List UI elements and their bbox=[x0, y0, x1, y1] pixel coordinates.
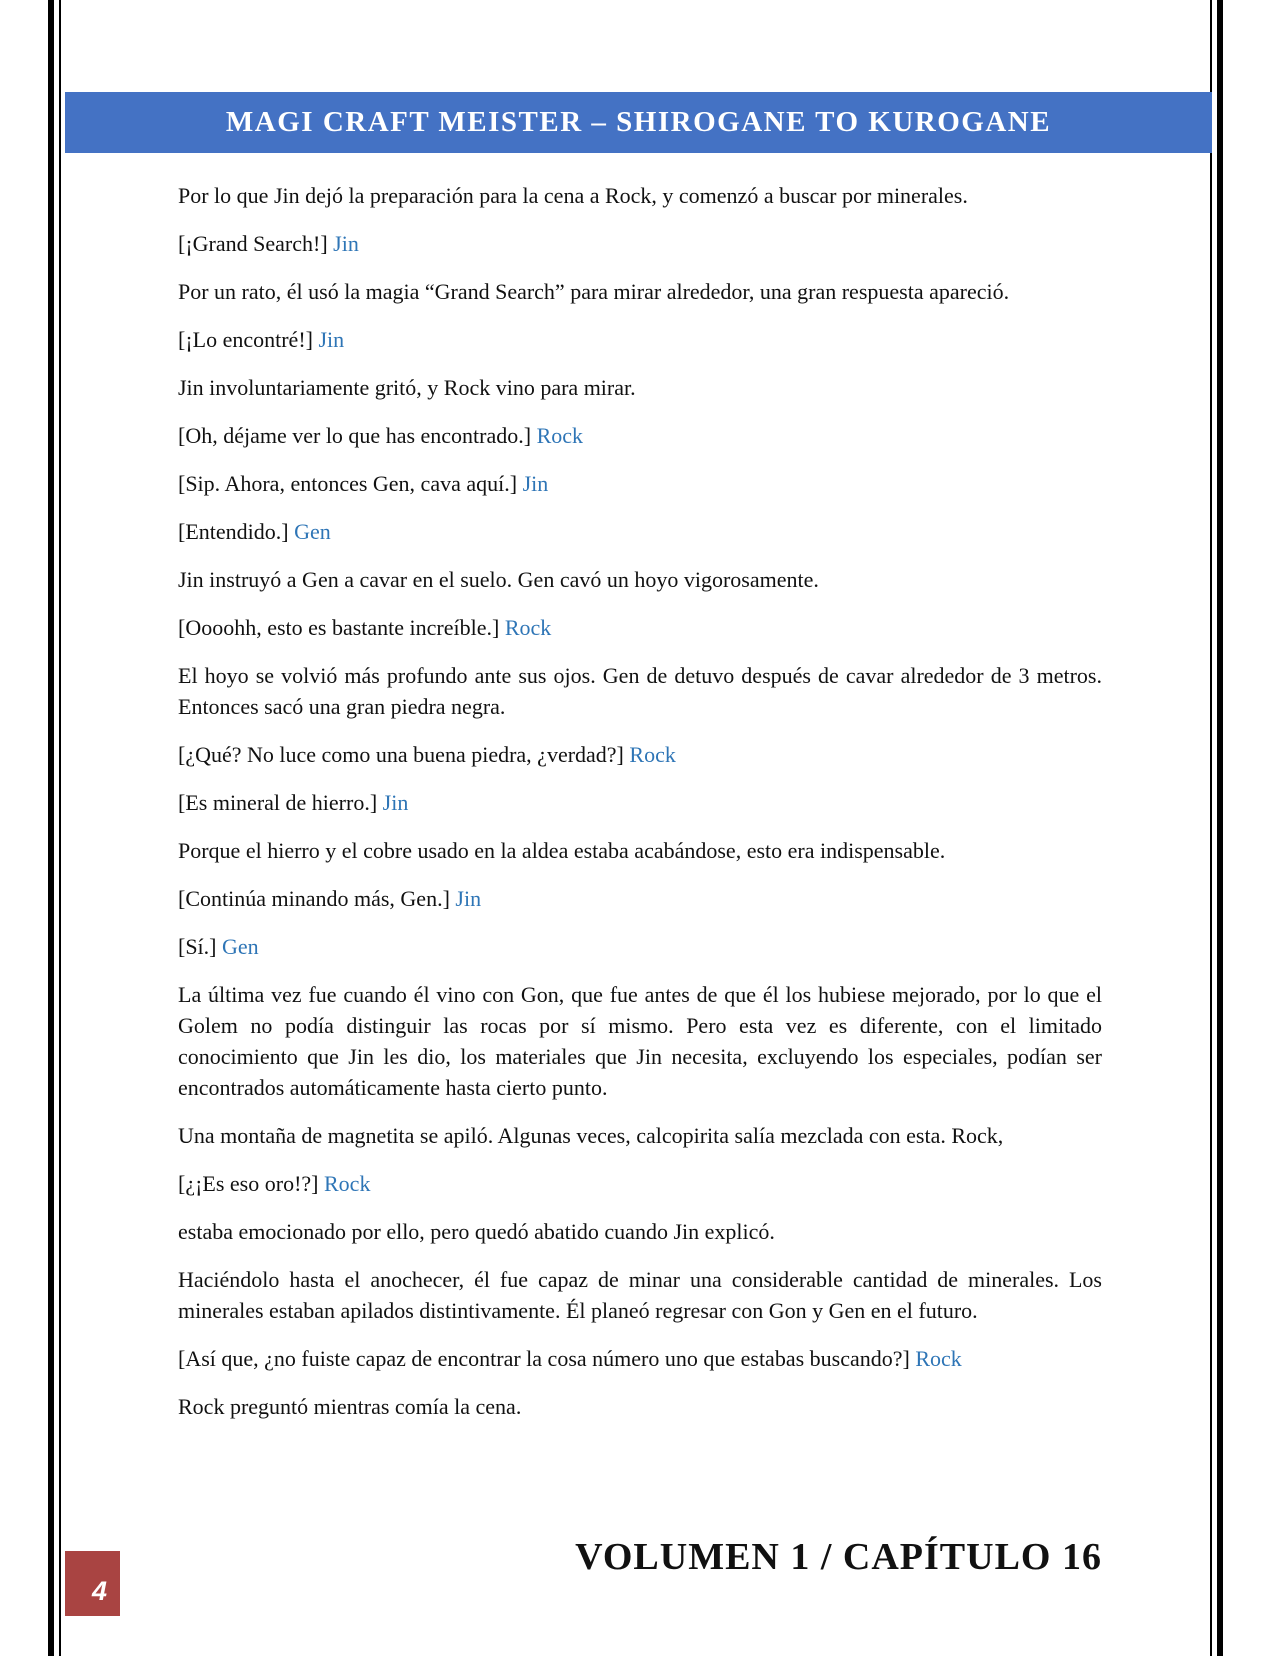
narration-paragraph bbox=[178, 1120, 1102, 1151]
dialogue-line bbox=[178, 931, 1102, 962]
speaker-name: Jin bbox=[455, 886, 482, 911]
paragraph-text: estaba emocionado por ello, pero quedó abatido cuando Jin explicó. bbox=[178, 1219, 775, 1244]
paragraph-text: Una montaña de magnetita se apiló. Algunas veces, calcopirita salía mezclada con esta. Rock, bbox=[178, 1123, 1004, 1148]
narration-paragraph bbox=[178, 660, 1102, 722]
paragraph-text: Jin involuntariamente gritó, y Rock vino para mirar. bbox=[178, 375, 636, 400]
dialogue-line bbox=[178, 1168, 1102, 1199]
paragraph-text: Haciéndolo hasta el anochecer, él fue capaz de minar una considerable cantidad de minerales. Los minerales estaban apilados distintivamente. Él planeó regresar con Gon y Gen en el futuro. bbox=[178, 1267, 1102, 1323]
paragraph-text: [¡Grand Search!] bbox=[178, 231, 334, 256]
speaker-name: Rock bbox=[324, 1171, 371, 1196]
page-number-underline bbox=[65, 1613, 120, 1616]
page-number: 4 bbox=[91, 1576, 108, 1606]
dialogue-line bbox=[178, 324, 1102, 355]
paragraph-text: [Continúa minando más, Gen.] bbox=[178, 886, 456, 911]
paragraph-text: Rock preguntó mientras comía la cena. bbox=[178, 1394, 522, 1419]
speaker-name: Jin bbox=[333, 231, 359, 256]
narration-paragraph bbox=[178, 835, 1102, 866]
speaker-name: Jin bbox=[522, 471, 549, 496]
page-border-left-inner bbox=[59, 0, 61, 1656]
narration-paragraph bbox=[178, 979, 1102, 1103]
narration-paragraph bbox=[178, 276, 1102, 307]
narration-paragraph bbox=[178, 1391, 1102, 1422]
narration-paragraph bbox=[178, 1216, 1102, 1247]
paragraph-text: [Sí.] bbox=[178, 934, 222, 959]
paragraph-text: Porque el hierro y el cobre usado en la aldea estaba acabándose, esto era indispensable. bbox=[178, 838, 946, 863]
paragraph-text: [Oh, déjame ver lo que has encontrado.] bbox=[178, 423, 537, 448]
dialogue-line bbox=[178, 612, 1102, 643]
narration-paragraph bbox=[178, 1264, 1102, 1326]
paragraph-text: [Entendido.] bbox=[178, 519, 295, 544]
document-body bbox=[178, 180, 1102, 1439]
paragraph-text: [Sip. Ahora, entonces Gen, cava aquí.] bbox=[178, 471, 523, 496]
dialogue-line bbox=[178, 1343, 1102, 1374]
paragraph-text: [Así que, ¿no fuiste capaz de encontrar la cosa número uno que estabas buscando?] bbox=[178, 1346, 916, 1371]
dialogue-line bbox=[178, 420, 1102, 451]
paragraph-text: [Oooohh, esto es bastante increíble.] bbox=[178, 615, 505, 640]
dialogue-line bbox=[178, 468, 1102, 499]
header-band bbox=[65, 92, 1212, 153]
speaker-name: Rock bbox=[629, 742, 676, 767]
page-border-right-inner bbox=[1210, 0, 1212, 1656]
dialogue-line bbox=[178, 883, 1102, 914]
speaker-name: Rock bbox=[915, 1346, 962, 1371]
paragraph-text: [¿Qué? No luce como una buena piedra, ¿verdad?] bbox=[178, 742, 630, 767]
chapter-label: VOLUMEN 1 / CAPÍTULO 16 bbox=[575, 1536, 1102, 1578]
dialogue-line bbox=[178, 516, 1102, 547]
paragraph-text: Por un rato, él usó la magia “Grand Search” para mirar alrededor, una gran respuesta apareció. bbox=[178, 279, 1010, 304]
paragraph-text: La última vez fue cuando él vino con Gon, que fue antes de que él los hubiese mejorado, por lo que el Golem no podía distinguir las rocas por sí mismo. Pero esta vez es diferente, con el limitado conocimiento que Jin les dio, los materiales que Jin necesita, excluyendo los especiales, podían ser encontrados automáticamente hasta cierto punto. bbox=[178, 982, 1102, 1100]
paragraph-text: Por lo que Jin dejó la preparación para la cena a Rock, y comenzó a buscar por minerales. bbox=[178, 183, 968, 208]
page-border-left-outer bbox=[48, 0, 54, 1656]
paragraph-text: El hoyo se volvió más profundo ante sus ojos. Gen de detuvo después de cavar alrededor de 3 metros. Entonces sacó una gran piedra negra. bbox=[178, 663, 1102, 719]
speaker-name: Gen bbox=[222, 934, 259, 959]
narration-paragraph bbox=[178, 180, 1102, 211]
speaker-name: Jin bbox=[382, 790, 409, 815]
paragraph-text: [¡Lo encontré!] bbox=[178, 327, 319, 352]
speaker-name: Gen bbox=[294, 519, 331, 544]
header-title: MAGI CRAFT MEISTER – SHIROGANE TO KUROGANE bbox=[225, 106, 1052, 138]
speaker-name: Rock bbox=[536, 423, 584, 448]
paragraph-text: [Es mineral de hierro.] bbox=[178, 790, 383, 815]
dialogue-line bbox=[178, 228, 1102, 259]
narration-paragraph bbox=[178, 372, 1102, 403]
paragraph-text: [¿¡Es eso oro!?] bbox=[178, 1171, 324, 1196]
narration-paragraph bbox=[178, 564, 1102, 595]
speaker-name: Jin bbox=[318, 327, 345, 352]
page-number-box bbox=[65, 1551, 120, 1613]
speaker-name: Rock bbox=[504, 615, 552, 640]
dialogue-line bbox=[178, 739, 1102, 770]
dialogue-line bbox=[178, 787, 1102, 818]
page-border-right-outer bbox=[1217, 0, 1223, 1656]
paragraph-text: Jin instruyó a Gen a cavar en el suelo. Gen cavó un hoyo vigorosamente. bbox=[178, 567, 819, 592]
